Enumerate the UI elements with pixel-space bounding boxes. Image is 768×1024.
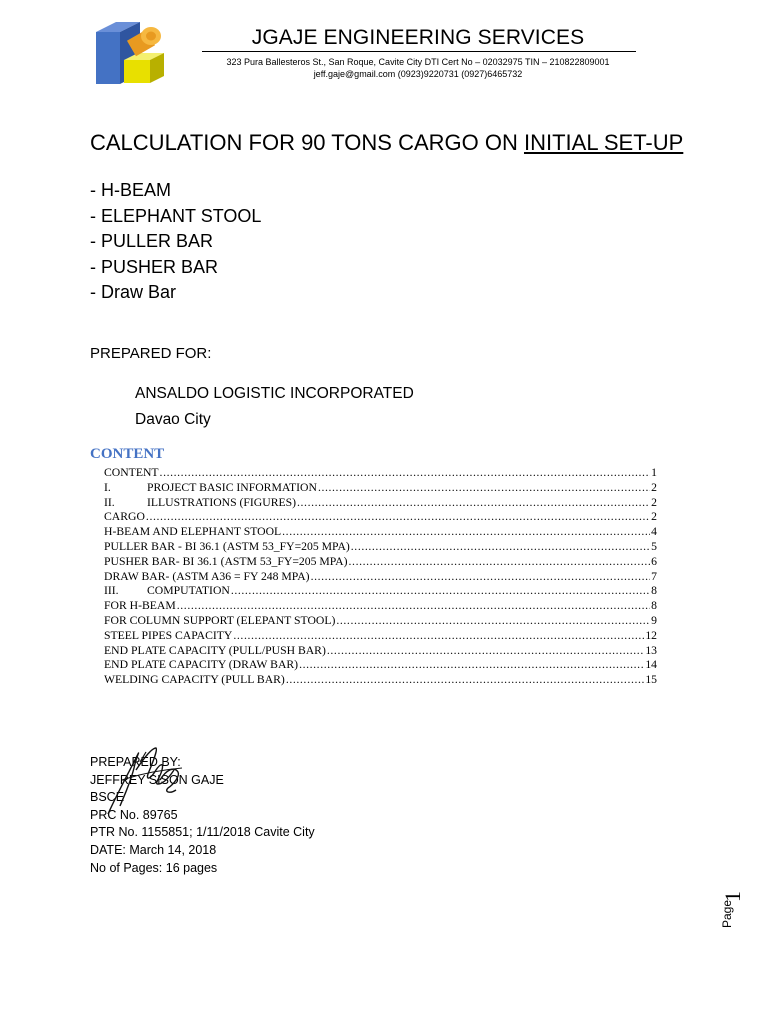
list-item: - PUSHER BAR <box>90 256 219 277</box>
toc-entry-page: 15 <box>645 673 657 687</box>
toc-entry-title: STEEL PIPES CAPACITY <box>104 628 233 642</box>
handwritten-signature <box>100 740 200 822</box>
toc-entry-page: 8 <box>651 584 657 598</box>
company-name: JGAJE ENGINEERING SERVICES <box>251 26 585 49</box>
toc-entry-page: 4 <box>651 525 657 539</box>
toc-entry-title: CARGO <box>104 510 145 524</box>
toc-entry[interactable] <box>104 525 657 540</box>
preparer-name: JEFFREY SISON GAJE <box>90 772 224 787</box>
toc-entry-page: 2 <box>651 510 657 524</box>
toc-entry-number: III. <box>104 584 119 598</box>
toc-entry[interactable] <box>104 644 657 659</box>
title-prefix: CALCULATION FOR 90 TONS CARGO ON <box>90 130 524 155</box>
toc-dot-leader <box>311 570 651 585</box>
toc-entry-title: DRAW BAR- (ASTM A36 = FY 248 MPA) <box>104 569 310 583</box>
toc-dot-leader <box>349 555 651 570</box>
toc-entry[interactable] <box>104 584 657 599</box>
address-line: 323 Pura Ballesteros St., San Roque, Cavite City DTI Cert No – 02032975 TIN – 210822809001 <box>226 57 610 67</box>
toc-entry[interactable] <box>104 570 657 585</box>
toc-entry-number: I. <box>104 480 111 494</box>
toc-dot-leader <box>286 673 644 688</box>
toc-entry-title: PROJECT BASIC INFORMATION <box>147 480 317 494</box>
preparer-degree: BSCE <box>90 790 125 805</box>
prepared-by-label: PREPARED BY: <box>90 755 181 769</box>
page-label: Page <box>720 899 734 928</box>
toc-entry-title: END PLATE CAPACITY (PULL/PUSH BAR) <box>104 643 326 657</box>
toc-entry-page: 7 <box>651 569 657 583</box>
list-item: - ELEPHANT STOOL <box>90 205 262 226</box>
client-company: ANSALDO LOGISTIC INCORPORATED <box>135 385 414 402</box>
toc-entry-page: 2 <box>651 495 657 509</box>
client-block <box>135 381 414 433</box>
prepared-for-label: PREPARED FOR: <box>90 345 212 362</box>
toc-entry-page: 8 <box>651 599 657 613</box>
toc-entry-page: 1 <box>651 466 657 479</box>
toc-dot-leader <box>177 599 650 614</box>
client-location: Davao City <box>135 411 211 428</box>
toc-entry-page: 6 <box>651 554 657 568</box>
page-number <box>708 880 748 930</box>
document-title <box>90 130 683 156</box>
toc-dot-leader <box>336 614 650 629</box>
toc-entry[interactable] <box>104 510 657 525</box>
title-underlined: INITIAL SET-UP <box>523 130 684 155</box>
toc-entry[interactable] <box>104 481 657 496</box>
list-item: - PULLER BAR <box>90 231 214 251</box>
toc-entry[interactable] <box>104 496 657 511</box>
toc-dot-leader <box>231 584 650 599</box>
toc-dot-leader <box>233 629 644 644</box>
company-address <box>200 56 636 80</box>
toc-entry-title: PUSHER BAR- BI 36.1 (ASTM 53_FY=205 MPA) <box>104 554 348 568</box>
toc-entry-title: END PLATE CAPACITY (DRAW BAR) <box>104 658 299 672</box>
toc-dot-leader <box>351 540 650 555</box>
toc-entry-title: FOR H-BEAM <box>104 599 176 613</box>
toc-entry-title: FOR COLUMN SUPPORT (ELEPANT STOOL) <box>104 613 336 627</box>
toc-entry-page: 14 <box>645 658 657 672</box>
toc-dot-leader <box>297 496 650 511</box>
toc-entry-title: PULLER BAR - BI 36.1 (ASTM 53_FY=205 MPA) <box>104 539 350 553</box>
toc-dot-leader <box>160 466 651 481</box>
toc-dot-leader <box>318 481 650 496</box>
toc-entry-page: 2 <box>651 480 657 494</box>
toc-dot-leader <box>282 525 650 540</box>
company-underline <box>202 51 636 52</box>
toc-entry[interactable] <box>104 540 657 555</box>
toc-entry[interactable] <box>104 466 657 481</box>
toc-entry-title: COMPUTATION <box>147 584 230 598</box>
toc-entry[interactable] <box>104 555 657 570</box>
company-logo <box>94 20 166 86</box>
toc-entry[interactable] <box>104 614 657 629</box>
list-item: - H-BEAM <box>90 180 171 200</box>
toc-entry-page: 9 <box>651 613 657 627</box>
page-number-value: 1 <box>720 891 745 902</box>
prc-number: PRC No. 89765 <box>90 807 178 822</box>
page-count: No of Pages: 16 pages <box>90 860 218 875</box>
toc-dot-leader <box>327 644 644 659</box>
toc-entry[interactable] <box>104 629 657 644</box>
toc-entry-title: CONTENT <box>104 466 159 479</box>
toc-entry[interactable] <box>104 658 657 673</box>
toc-entry-page: 5 <box>651 539 657 553</box>
toc-entry-page: 12 <box>645 628 657 642</box>
toc-entry[interactable] <box>104 599 657 614</box>
toc-dot-leader <box>146 510 650 525</box>
toc-entry-number: II. <box>104 495 115 509</box>
toc-entry[interactable] <box>104 673 657 688</box>
contact-line: jeff.gaje@gmail.com (0923)9220731 (0927)6465732 <box>313 69 523 79</box>
toc-entry-page: 13 <box>645 643 657 657</box>
table-of-contents <box>104 466 657 688</box>
toc-dot-leader <box>299 658 644 673</box>
item-list <box>90 178 261 306</box>
document-date: DATE: March 14, 2018 <box>90 842 217 857</box>
ptr-number: PTR No. 1155851; 1/11/2018 Cavite City <box>90 825 315 840</box>
toc-entry-title: WELDING CAPACITY (PULL BAR) <box>104 673 285 687</box>
toc-entry-title: ILLUSTRATIONS (FIGURES) <box>147 495 297 509</box>
toc-heading: CONTENT <box>90 446 165 462</box>
toc-entry-title: H-BEAM AND ELEPHANT STOOL <box>104 525 282 539</box>
list-item: - Draw Bar <box>90 282 177 302</box>
